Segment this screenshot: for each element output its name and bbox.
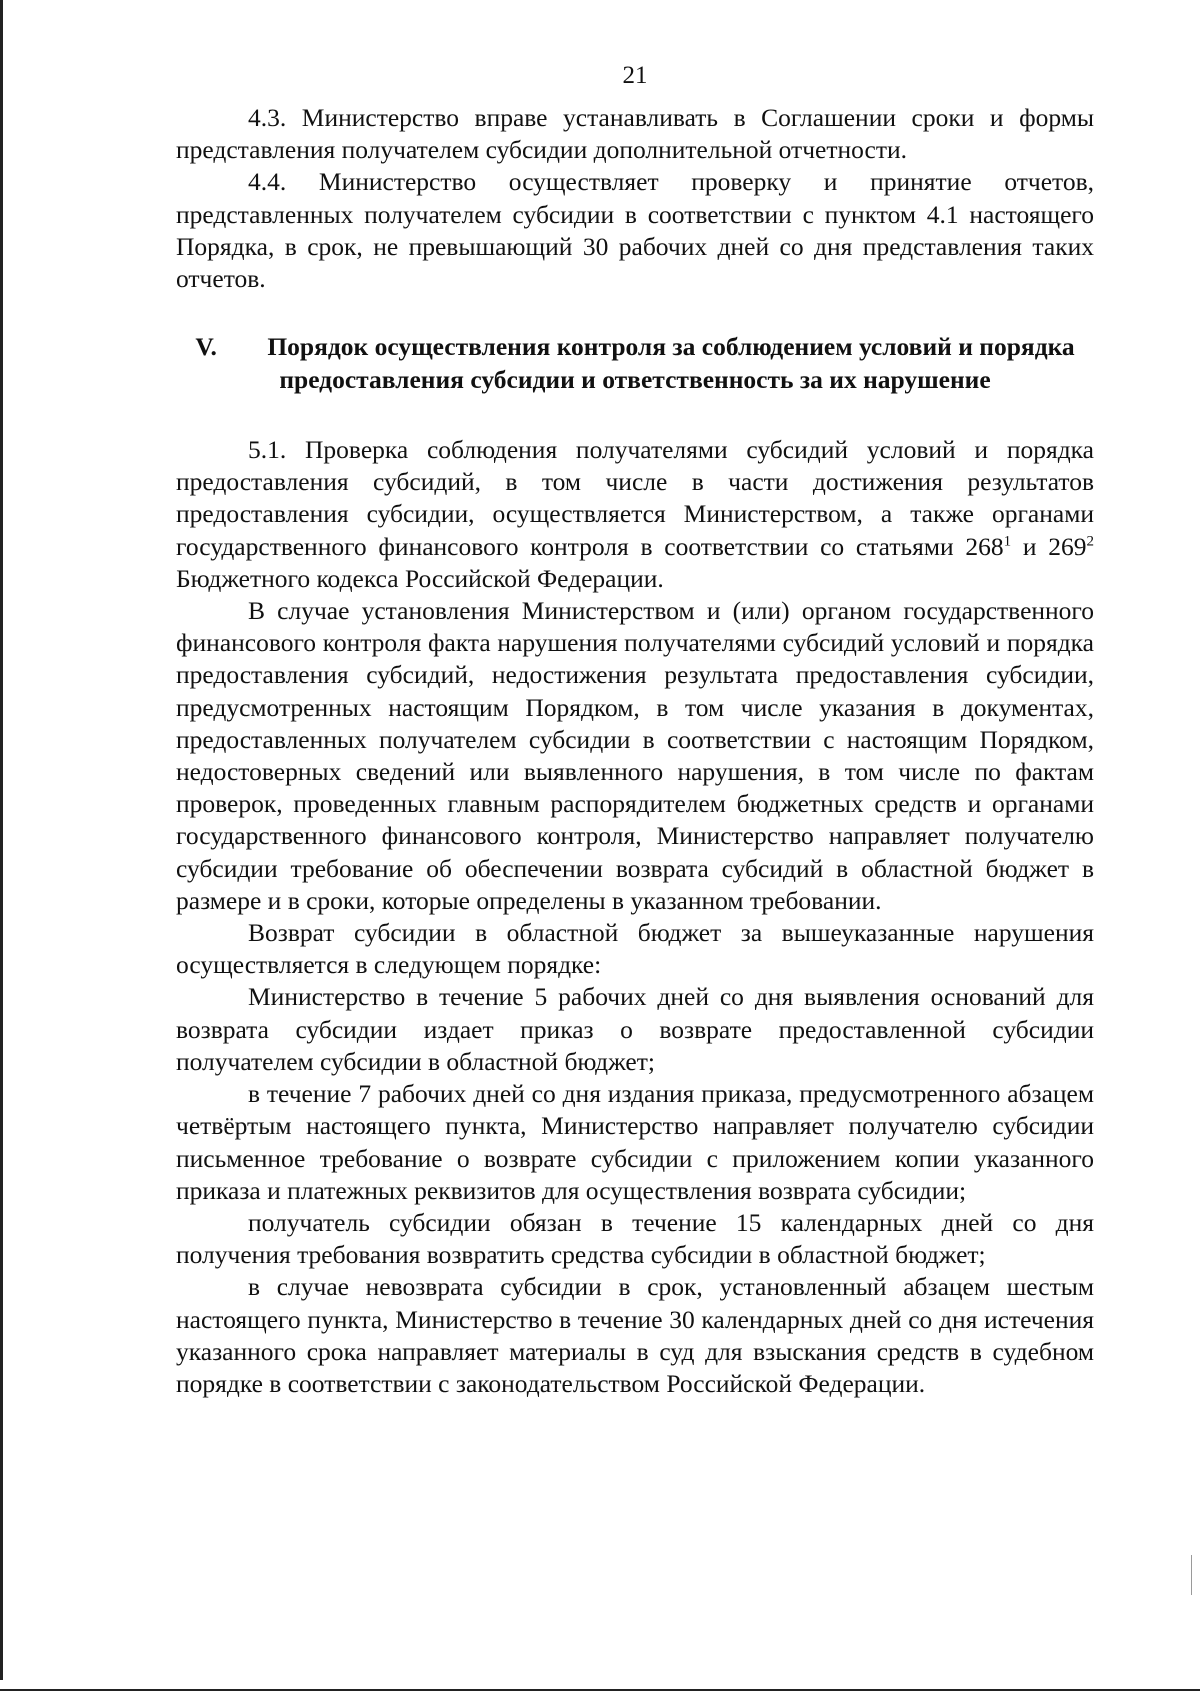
paragraph-court-recovery: в случае невозврата субсидии в срок, установленный абзацем шестым настоящего пункта, Министерство в течение 30 календарных дней со дня истечения указанного срока направляет материалы в суд для взыскания средств в судебном порядке в соответствии с законодательством Российской Федерации. [176,1272,1094,1398]
section-title: Порядок осуществления контроля за соблюдением условий и порядка предоставления субсидии и ответственность за их нарушение [267,332,1075,394]
para-5-1-text: 5.1. Проверка соблюдения получателями субсидий условий и порядка предоставления субсидий, в том числе в части достижения результатов предоставления субсидии, осуществляется Министерством, а также органами государственного финансового контроля в соответствии со статьями 268 [176,435,1094,561]
paragraph-return-order: Возврат субсидии в областной бюджет за вышеуказанные нарушения осуществляется в следующем порядке: [176,918,1094,980]
paragraph-violation: В случае установления Министерством и (или) органом государственного финансового контроля факта нарушения получателями субсидий условий и порядка предоставления субсидий, недостижения результата предоставления субсидии, предусмотренных настоящим Порядком, в том числе указания в документах, предоставленных получателем субсидии в соответствии с настоящим Порядком, недостоверных сведений или выявленного нарушения, в том числе по фактам проверок, проведенных главным распорядителем бюджетных средств и органами государственного финансового контроля, Министерство направляет получателю субсидии требование об обеспечении возврата субсидий в областной бюджет в размере и в сроки, которые определены в указанном требовании. [176,596,1094,915]
scan-edge-left [0,0,3,1680]
section-number: V. [195,332,217,362]
superscript-2: 2 [1086,533,1094,550]
scan-mark-right [1191,1555,1192,1595]
paragraph-4-3: 4.3. Министерство вправе устанавливать в Соглашении сроки и формы представления получателем субсидии дополнительной отчетности. [176,103,1094,165]
page-number: 21 [622,62,648,89]
para-5-1-end: Бюджетного кодекса Российской Федерации. [176,563,664,593]
document-body [176,102,1094,1400]
section-heading [176,331,1094,396]
paragraph-ministry-order: Министерство в течение 5 рабочих дней со дня выявления оснований для возврата субсидии издает приказ о возврате предоставленной субсидии получателем субсидии в областной бюджет; [176,982,1094,1076]
paragraph-recipient-obligation: получатель субсидии обязан в течение 15 календарных дней со дня получения требования возвратить средства субсидии в областной бюджет; [176,1207,1094,1270]
superscript-1: 1 [1003,533,1012,550]
paragraph-4-4: 4.4. Министерство осуществляет проверку и принятие отчетов, представленных получателем субсидии в соответствии с пунктом 4.1 настоящего Порядка, в срок, не превышающий 30 рабочих дней со дня представления таких отчетов. [176,167,1094,294]
scan-edge-bottom [0,1689,1200,1691]
paragraph-5-1 [176,434,1094,595]
para-5-1-between: и 269 [1011,531,1087,561]
paragraph-written-demand: в течение 7 рабочих дней со дня издания приказа, предусмотренного абзацем четвёртым настоящего пункта, Министерство направляет получателю субсидии письменное требование о возврате субсидии с приложением копии указанного приказа и платежных реквизитов для осуществления возврата субсидии; [176,1079,1094,1205]
